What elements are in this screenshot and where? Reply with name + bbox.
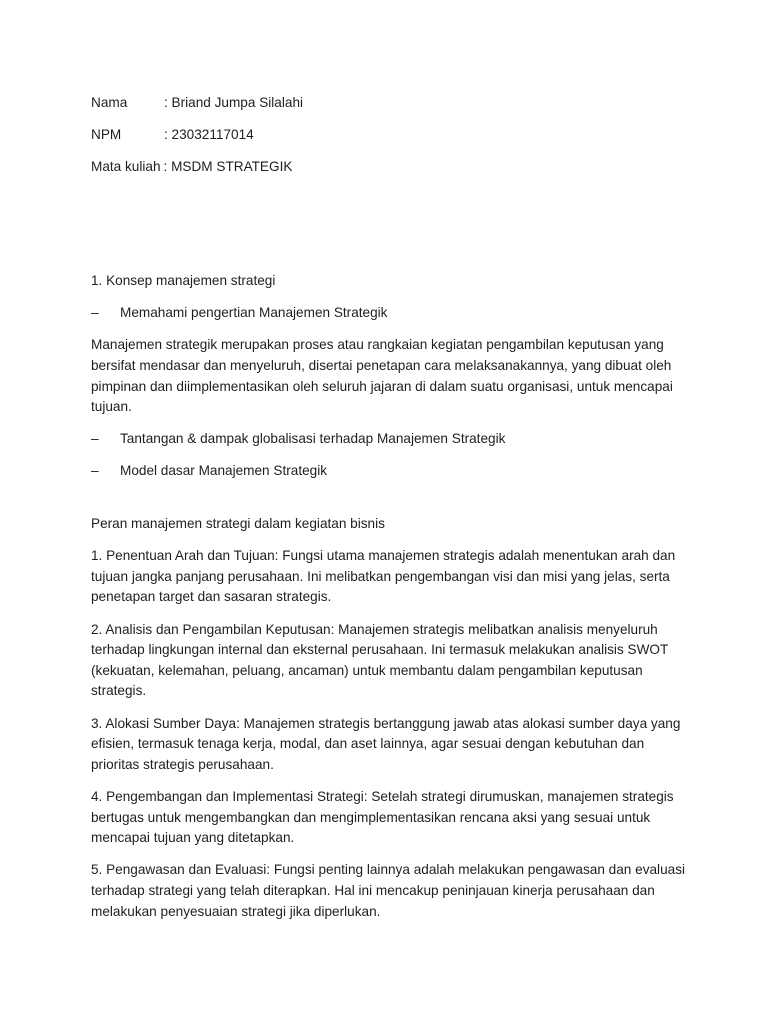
info-value: : Briand Jumpa Silalahi [164, 95, 304, 110]
dash-marker: – [91, 431, 99, 447]
info-label: Nama [91, 95, 128, 110]
bullet-text: Model dasar Manajemen Strategik [120, 463, 328, 479]
bullet-text: Tantangan & dampak globalisasi terhadap Manajemen Strategik [120, 431, 506, 447]
dash-marker: – [91, 305, 99, 321]
section-heading: Peran manajemen strategi dalam kegiatan bisnis [91, 516, 385, 532]
section-heading: 1. Konsep manajemen strategi [91, 272, 276, 288]
info-value: : MSDM STRATEGIK [163, 158, 293, 174]
bullet-item [91, 461, 688, 482]
list-item: 4. Pengembangan dan Implementasi Strategi: Setelah strategi dirumuskan, manajemen strategis bertugas untuk mengembangkan dan mengimplementasikan rencana aksi yang sesuai untuk mencapai tujuan yang ditetapkan. [91, 788, 674, 846]
bullet-item [91, 303, 688, 324]
info-row-npm [91, 125, 688, 146]
definition-paragraph: Manajemen strategik merupakan proses atau rangkaian kegiatan pengambilan keputusan yang bersifat mendasar dan menyeluruh, disertai penetapan cara melaksanakannya, yang dibuat oleh pimpinan dan diimplementasikan oleh seluruh jajaran di dalam suatu organisasi, untuk mencapai tujuan. [91, 337, 673, 415]
info-label: Mata kuliah [91, 158, 161, 174]
info-label: NPM [91, 126, 122, 142]
list-item: 1. Penentuan Arah dan Tujuan: Fungsi utama manajemen strategis adalah menentukan arah dan tujuan jangka panjang perusahaan. Ini melibatkan pengembangan visi dan misi yang jelas, serta penetapan target dan sasaran strategis. [91, 548, 676, 605]
bullet-item [91, 429, 688, 450]
list-item: 5. Pengawasan dan Evaluasi: Fungsi penting lainnya adalah melakukan pengawasan dan evaluasi terhadap strategi yang telah diterapkan. Hal ini mencakup peninjauan kinerja perusahaan dan melakukan penyesuaian strategi jika diperlukan. [91, 862, 686, 919]
list-item: 2. Analisis dan Pengambilan Keputusan: Manajemen strategis melibatkan analisis menyeluruh terhadap lingkungan internal dan eksternal perusahaan. Ini termasuk melakukan analisis SWOT (kekuatan, kelemahan, peluang, ancaman) untuk membantu dalam pengambilan keputusan strategis. [91, 621, 669, 699]
info-row-mata-kuliah [91, 157, 688, 178]
list-item: 3. Alokasi Sumber Daya: Manajemen strategis bertanggung jawab atas alokasi sumber daya yang efisien, termasuk tenaga kerja, modal, dan aset lainnya, agar sesuai dengan kebutuhan dan prioritas strategis perusahaan. [91, 715, 681, 772]
info-row-nama [91, 93, 688, 114]
info-value: : 23032117014 [164, 126, 254, 142]
bullet-text: Memahami pengertian Manajemen Strategik [120, 305, 388, 321]
dash-marker: – [91, 463, 99, 479]
